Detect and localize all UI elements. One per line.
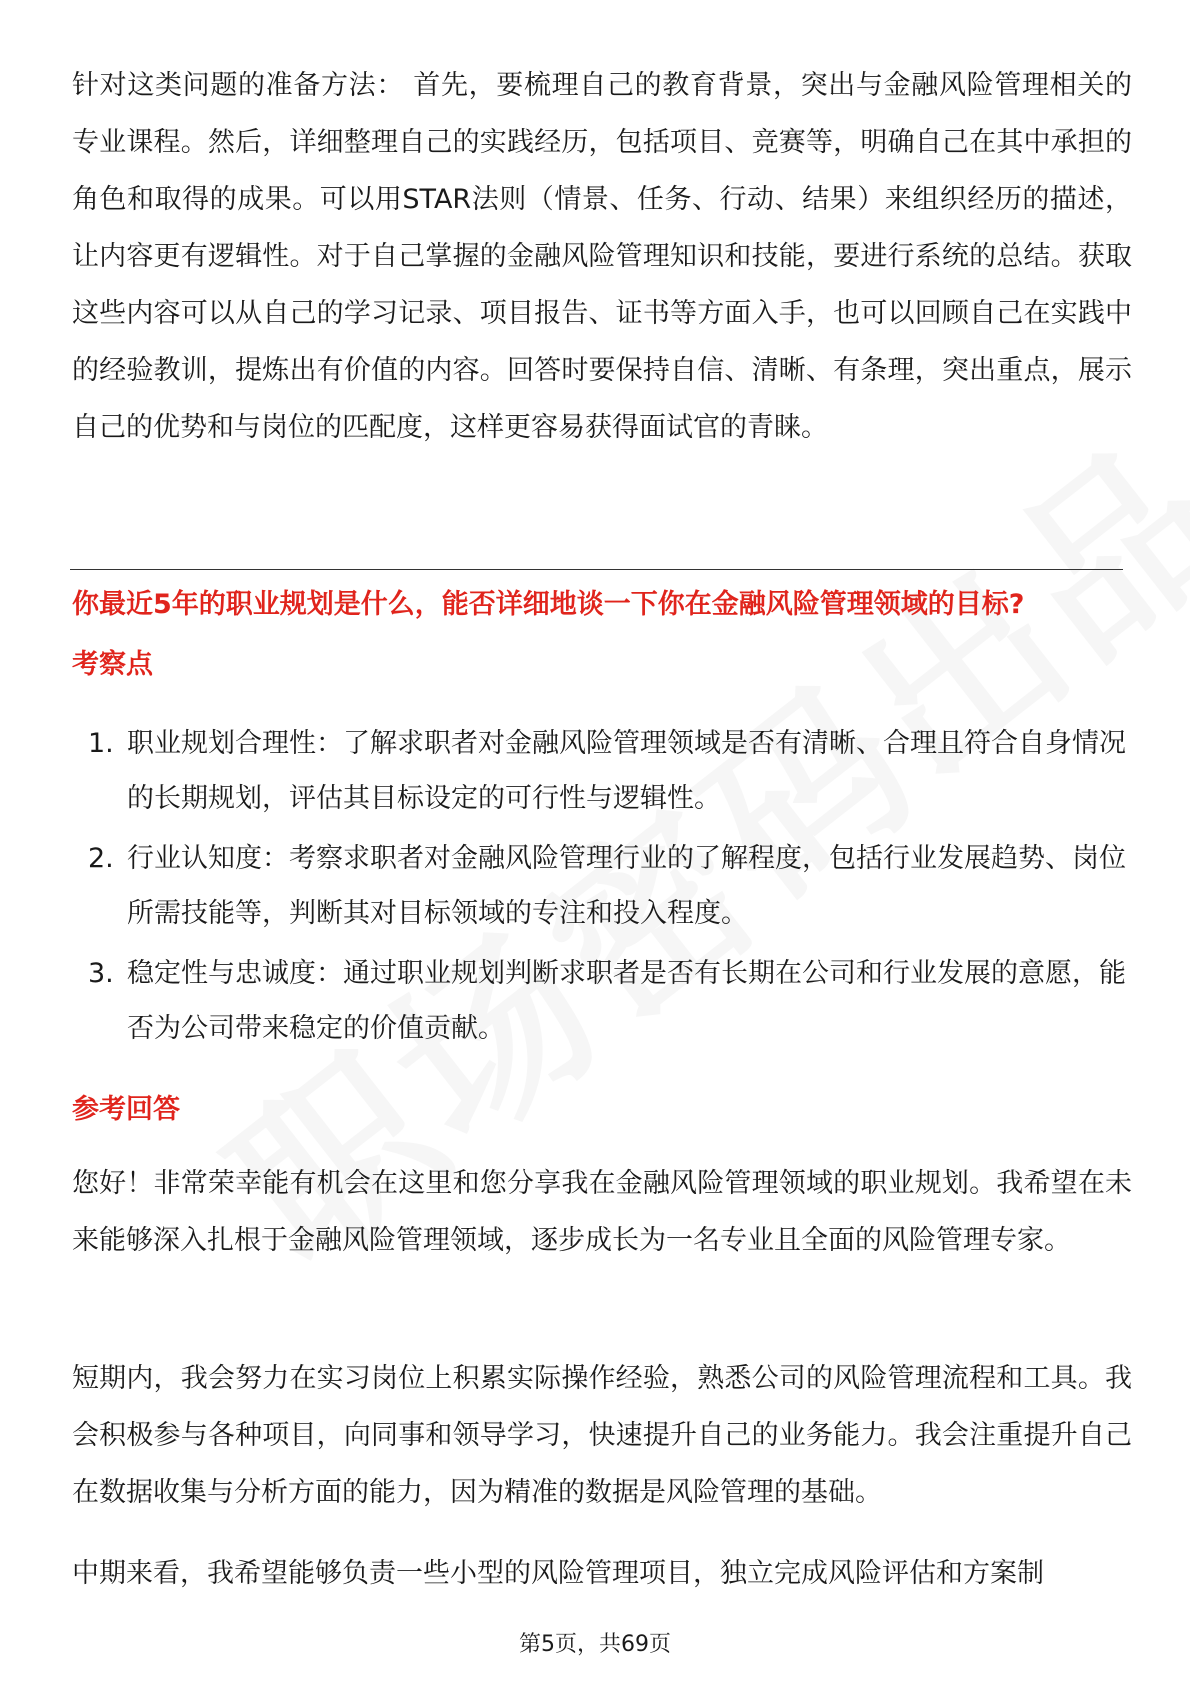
points-list [72, 716, 1132, 1061]
intro-paragraph: 针对这类问题的准备方法： 首先，要梳理自己的教育背景，突出与金融风险管理相关的专业课程。然后，详细整理自己的实践经历，包括项目、竞赛等，明确自己在其中承担的角色和取得的成果。可以用STAR法则（情景、任务、行动、结果）来组织经历的描述，让内容更有逻辑性。对于自己掌握的金融风险管理知识和技能，要进行系统的总结。获取这些内容可以从自己的学习记录、项目报告、证书等方面入手，也可以回顾自己在实践中的经验教训，提炼出有价值的内容。回答时要保持自信、清晰、有条理，突出重点，展示自己的优势和与岗位的匹配度，这样更容易获得面试官的青睐。 [72, 70, 1132, 443]
list-item-text: 行业认知度：考察求职者对金融风险管理行业的了解程度，包括行业发展趋势、岗位所需技能等，判断其对目标领域的专注和投入程度。 [127, 843, 1126, 929]
section-divider [70, 569, 1123, 570]
list-item [72, 716, 1132, 826]
answer-paragraph: 中期来看，我希望能够负责一些小型的风险管理项目，独立完成风险评估和方案制 [72, 1558, 1044, 1589]
list-number: 3. [88, 958, 114, 989]
list-item [72, 831, 1132, 941]
list-number: 1. [88, 728, 114, 759]
list-item [72, 946, 1132, 1056]
list-number: 2. [88, 843, 114, 874]
list-item-text: 职业规划合理性：了解求职者对金融风险管理领域是否有清晰、合理且符合自身情况的长期规划，评估其目标设定的可行性与逻辑性。 [127, 728, 1126, 814]
points-heading: 考察点 [72, 649, 153, 680]
question-heading: 你最近5年的职业规划是什么，能否详细地谈一下你在金融风险管理领域的目标? [72, 589, 1025, 620]
answer-paragraph: 您好！非常荣幸能有机会在这里和您分享我在金融风险管理领域的职业规划。我希望在未来能够深入扎根于金融风险管理领域，逐步成长为一名专业且全面的风险管理专家。 [72, 1168, 1132, 1256]
answer-heading: 参考回答 [72, 1094, 180, 1125]
page-number: 第5页，共69页 [519, 1632, 671, 1657]
answer-paragraph: 短期内，我会努力在实习岗位上积累实际操作经验，熟悉公司的风险管理流程和工具。我会积极参与各种项目，向同事和领导学习，快速提升自己的业务能力。我会注重提升自己在数据收集与分析方面的能力，因为精准的数据是风险管理的基础。 [72, 1363, 1132, 1508]
list-item-text: 稳定性与忠诚度：通过职业规划判断求职者是否有长期在公司和行业发展的意愿，能否为公司带来稳定的价值贡献。 [127, 958, 1126, 1044]
